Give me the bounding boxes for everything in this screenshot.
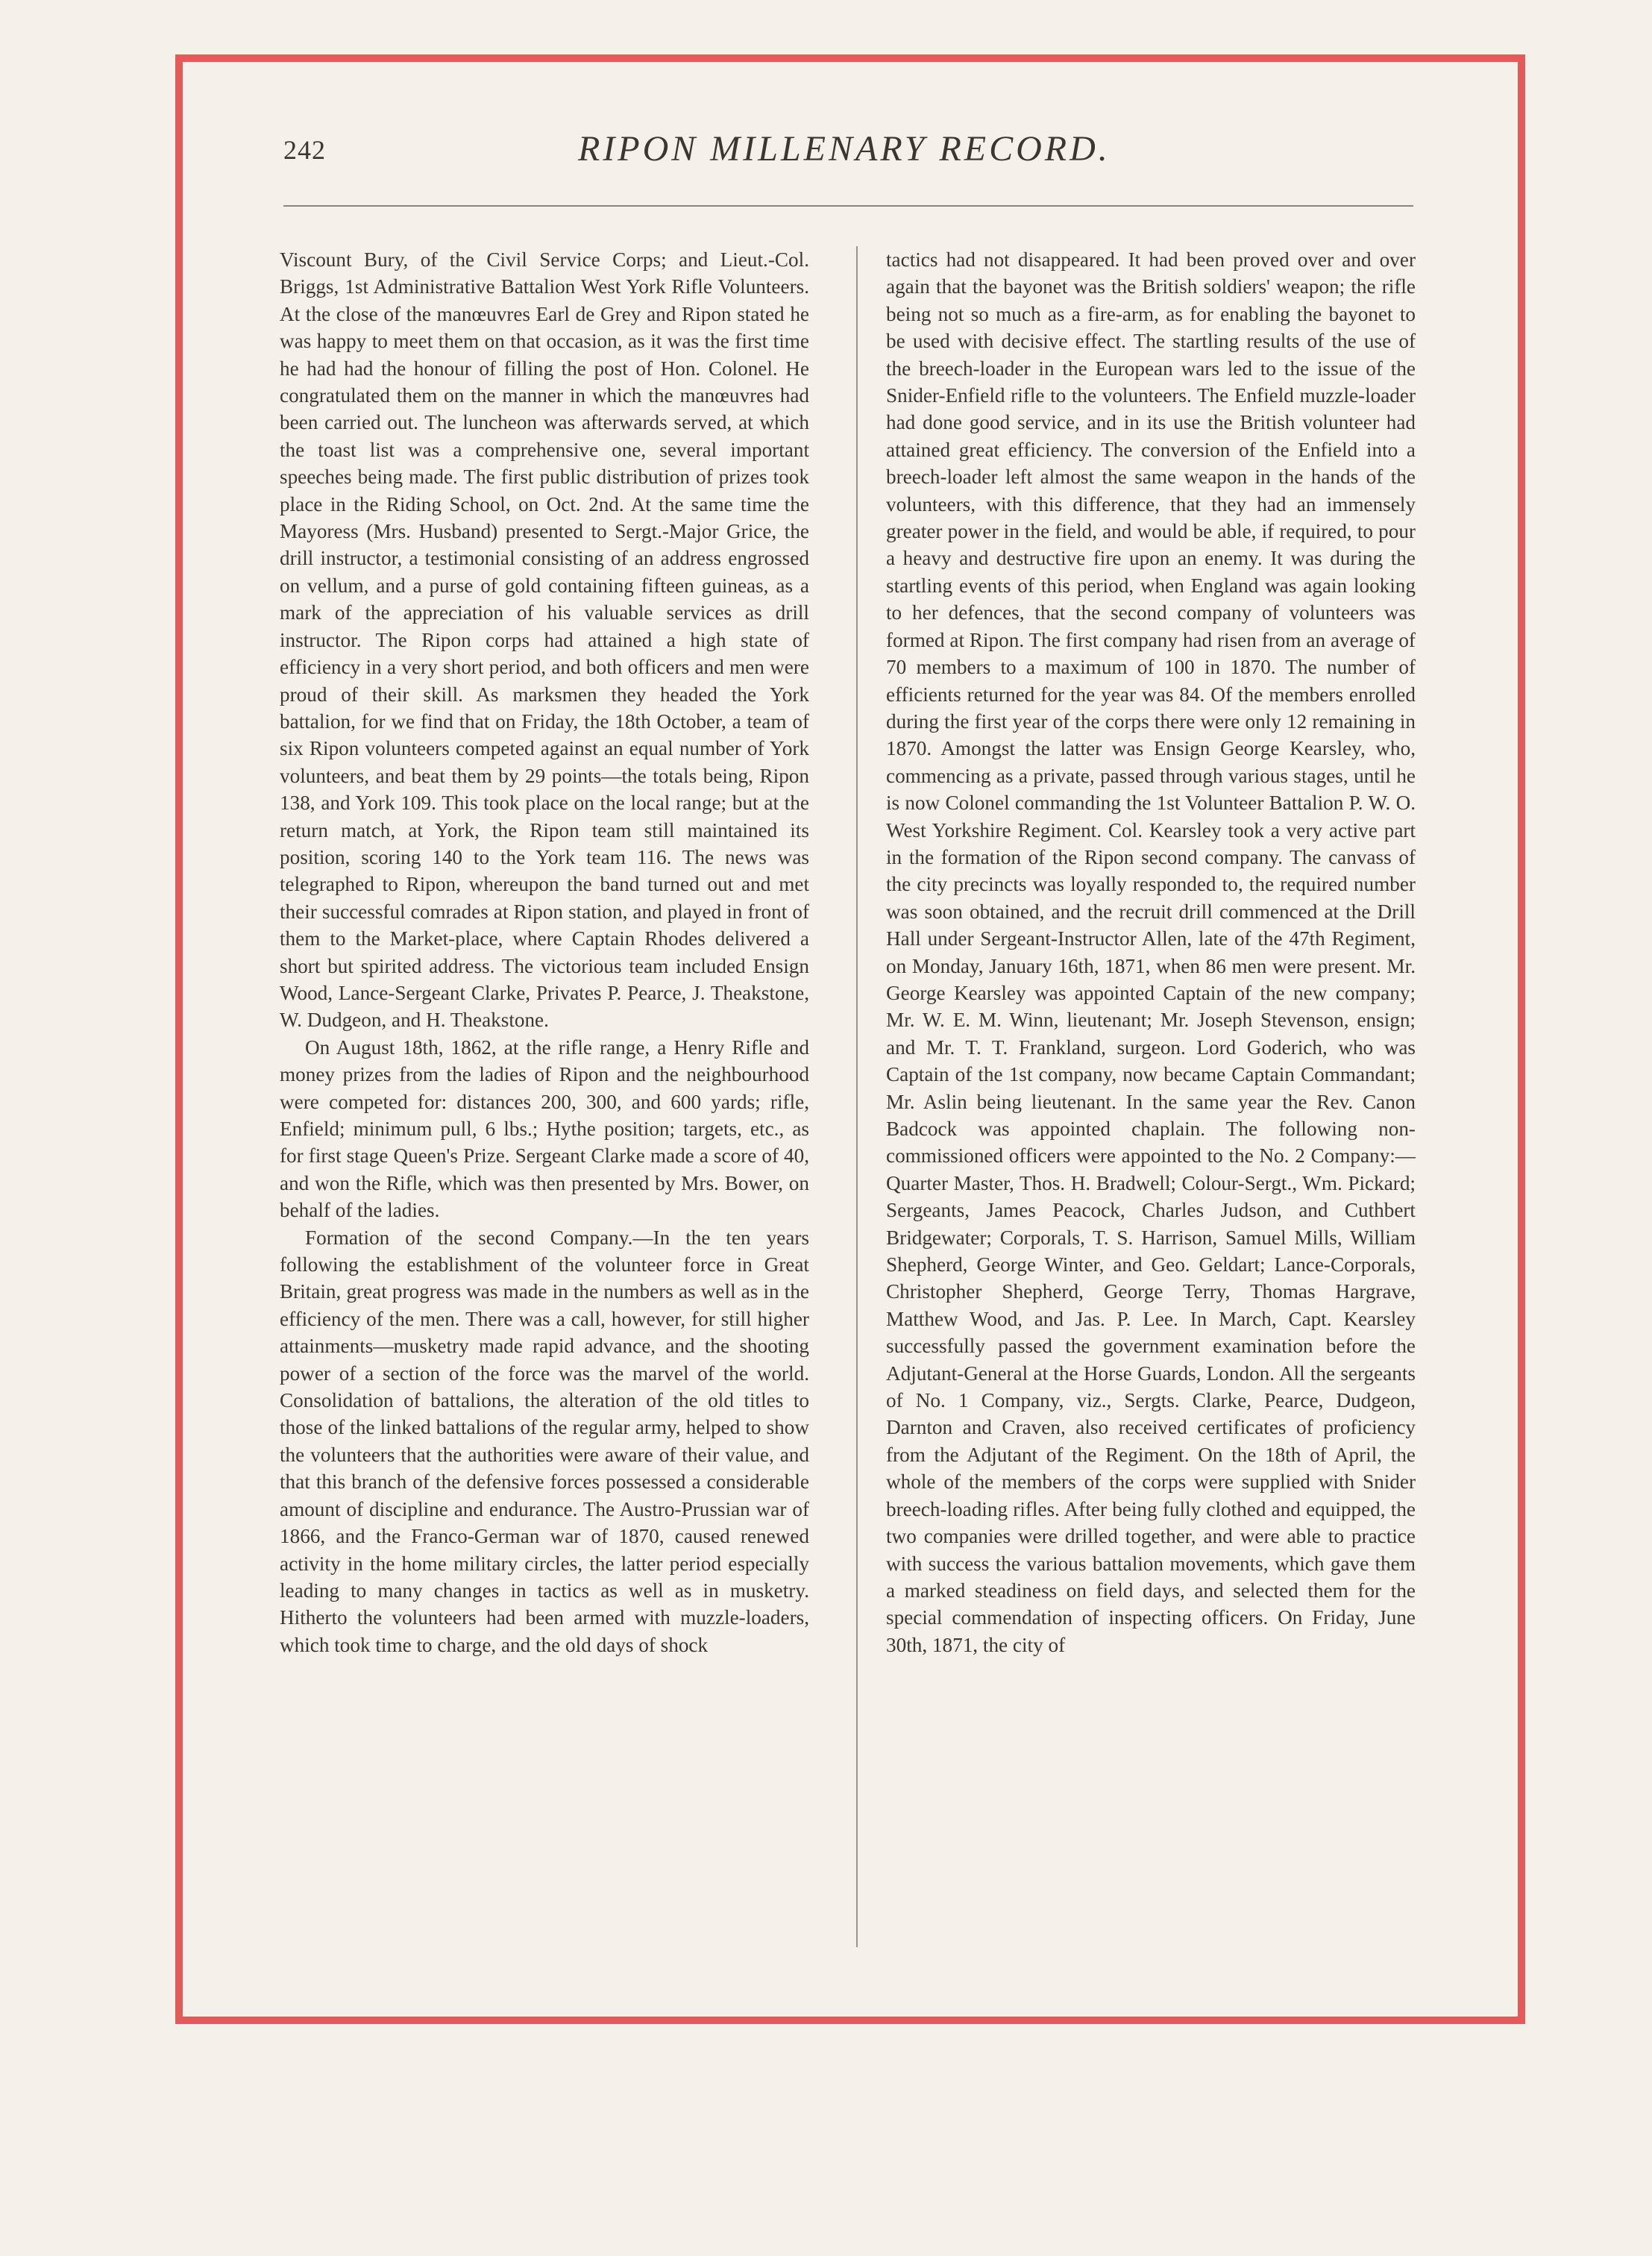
left-column [280,246,809,1658]
page-number: 242 [283,135,326,165]
running-head [283,128,1417,181]
header-rule [283,205,1413,207]
paragraph: Viscount Bury, of the Civil Service Corps; and Lieut.-Col. Briggs, 1st Administrative Battalion West York Rifle Volunteers. At the close of the manœuvres Earl de Grey and Ripon stated he was happy to meet them on that occasion, as it was the first time he had had the honour of filling the post of Hon. Colonel. He congratulated them on the manner in which the manœuvres had been carried out. The luncheon was afterwards served, at which the toast list was a comprehensive one, several important speeches being made. The first public distribution of prizes took place in the Riding School, on Oct. 2nd. At the same time the Mayoress (Mrs. Husband) presented to Sergt.-Major Grice, the drill instructor, a testimonial consisting of an address engrossed on vellum, and a purse of gold containing fifteen guineas, as a mark of the appreciation of his valuable services as drill instructor. The Ripon corps had attained a high state of efficiency in a very short period, and both officers and men were proud of their skill. As marksmen they headed the York battalion, for we find that on Friday, the 18th October, a team of six Ripon volunteers competed against an equal number of York volunteers, and beat them by 29 points—the totals being, Ripon 138, and York 109. This took place on the local range; but at the return match, at York, the Ripon team still maintained its position, scoring 140 to the York team 116. The news was telegraphed to Ripon, whereupon the band turned out and met their successful comrades at Ripon station, and played in front of them to the Market-place, where Captain Rhodes delivered a short but spirited address. The victorious team included Ensign Wood, Lance-Sergeant Clarke, Privates P. Pearce, J. Theakstone, W. Dudgeon, and H. Theakstone. [280,248,809,1032]
right-column [886,246,1416,1658]
running-title: RIPON MILLENARY RECORD. [578,129,1111,169]
column-divider [856,246,858,1947]
paragraph: On August 18th, 1862, at the rifle range, a Henry Rifle and money prizes from the ladies of Ripon and the neighbourhood were competed for: distances 200, 300, and 600 yards; rifle, Enfield; minimum pull, 6 lbs.; Hythe position; targets, etc., as for first stage Queen's Prize. Sergeant Clarke made a score of 40, and won the Rifle, which was then presented by Mrs. Bower, on behalf of the ladies. [280,1035,809,1222]
paragraph: Formation of the second Company.—In the ten years following the establishment of the volunteer force in Great Britain, great progress was made in the numbers as well as in the efficiency of the men. There was a call, however, for still higher attainments—musketry made rapid advance, and the shooting power of a section of the force was the marvel of the world. Consolidation of battalions, the alteration of the old titles to those of the linked battalions of the regular army, helped to show the volunteers that the authorities were aware of their value, and that this branch of the defensive forces possessed a considerable amount of discipline and endurance. The Austro-Prussian war of 1866, and the Franco-German war of 1870, caused renewed activity in the home military circles, the latter period especially leading to many changes in tactics as well as in musketry. Hitherto the volunteers had been armed with muzzle-loaders, which took time to charge, and the old days of shock [280,1226,809,1656]
paragraph: tactics had not disappeared. It had been proved over and over again that the bayonet was the British soldiers' weapon; the rifle being not so much as a fire-arm, as for enabling the bayonet to be used with decisive effect. The startling results of the use of the breech-loader in the European wars led to the issue of the Snider-Enfield rifle to the volunteers. The Enfield muzzle-loader had done good service, and in its use the British volunteer had attained great efficiency. The conversion of the Enfield into a breech-loader left almost the same weapon in the hands of the volunteers, with this difference, that they had an immensely greater power in the field, and would be able, if required, to pour a heavy and destructive fire upon an enemy. It was during the startling events of this period, when England was again looking to her defences, that the second company of volunteers was formed at Ripon. The first company had risen from an average of 70 members to a maximum of 100 in 1870. The number of efficients returned for the year was 84. Of the members enrolled during the first year of the corps there were only 12 remaining in 1870. Amongst the latter was Ensign George Kearsley, who, commencing as a private, passed through various stages, until he is now Colonel commanding the 1st Volunteer Battalion P. W. O. West Yorkshire Regiment. Col. Kearsley took a very active part in the formation of the Ripon second company. The canvass of the city precincts was loyally responded to, the required number was soon obtained, and the recruit drill commenced at the Drill Hall under Sergeant-Instructor Allen, late of the 47th Regiment, on Monday, January 16th, 1871, when 86 men were present. Mr. George Kearsley was appointed Captain of the new company; Mr. W. E. M. Winn, lieutenant; Mr. Joseph Stevenson, ensign; and Mr. T. T. Frankland, surgeon. Lord Goderich, who was Captain of the 1st company, now became Captain Commandant; Mr. Aslin being lieutenant. In the same year the Rev. Canon Badcock was appointed chaplain. The following non-commissioned officers were appointed to the No. 2 Company:—Quarter Master, Thos. H. Bradwell; Colour-Sergt., Wm. Pickard; Sergeants, James Peacock, Charles Judson, and Cuthbert Bridgewater; Corporals, T. S. Harrison, Samuel Mills, William Shepherd, George Winter, and Geo. Geldart; Lance-Corporals, Christopher Shepherd, George Terry, Thomas Hargrave, Matthew Wood, and Jas. P. Lee. In March, Capt. Kearsley successfully passed the government examination before the Adjutant-General at the Horse Guards, London. All the sergeants of No. 1 Company, viz., Sergts. Clarke, Pearce, Dudgeon, Darnton and Craven, also received certificates of proficiency from the Adjutant of the Regiment. On the 18th of April, the whole of the members of the corps were supplied with Snider breech-loading rifles. After being fully clothed and equipped, the two companies were drilled together, and were able to practice with success the various battalion movements, which gave them a marked steadiness on field days, and selected them for the special commendation of inspecting officers. On Friday, June 30th, 1871, the city of [886,248,1416,1656]
